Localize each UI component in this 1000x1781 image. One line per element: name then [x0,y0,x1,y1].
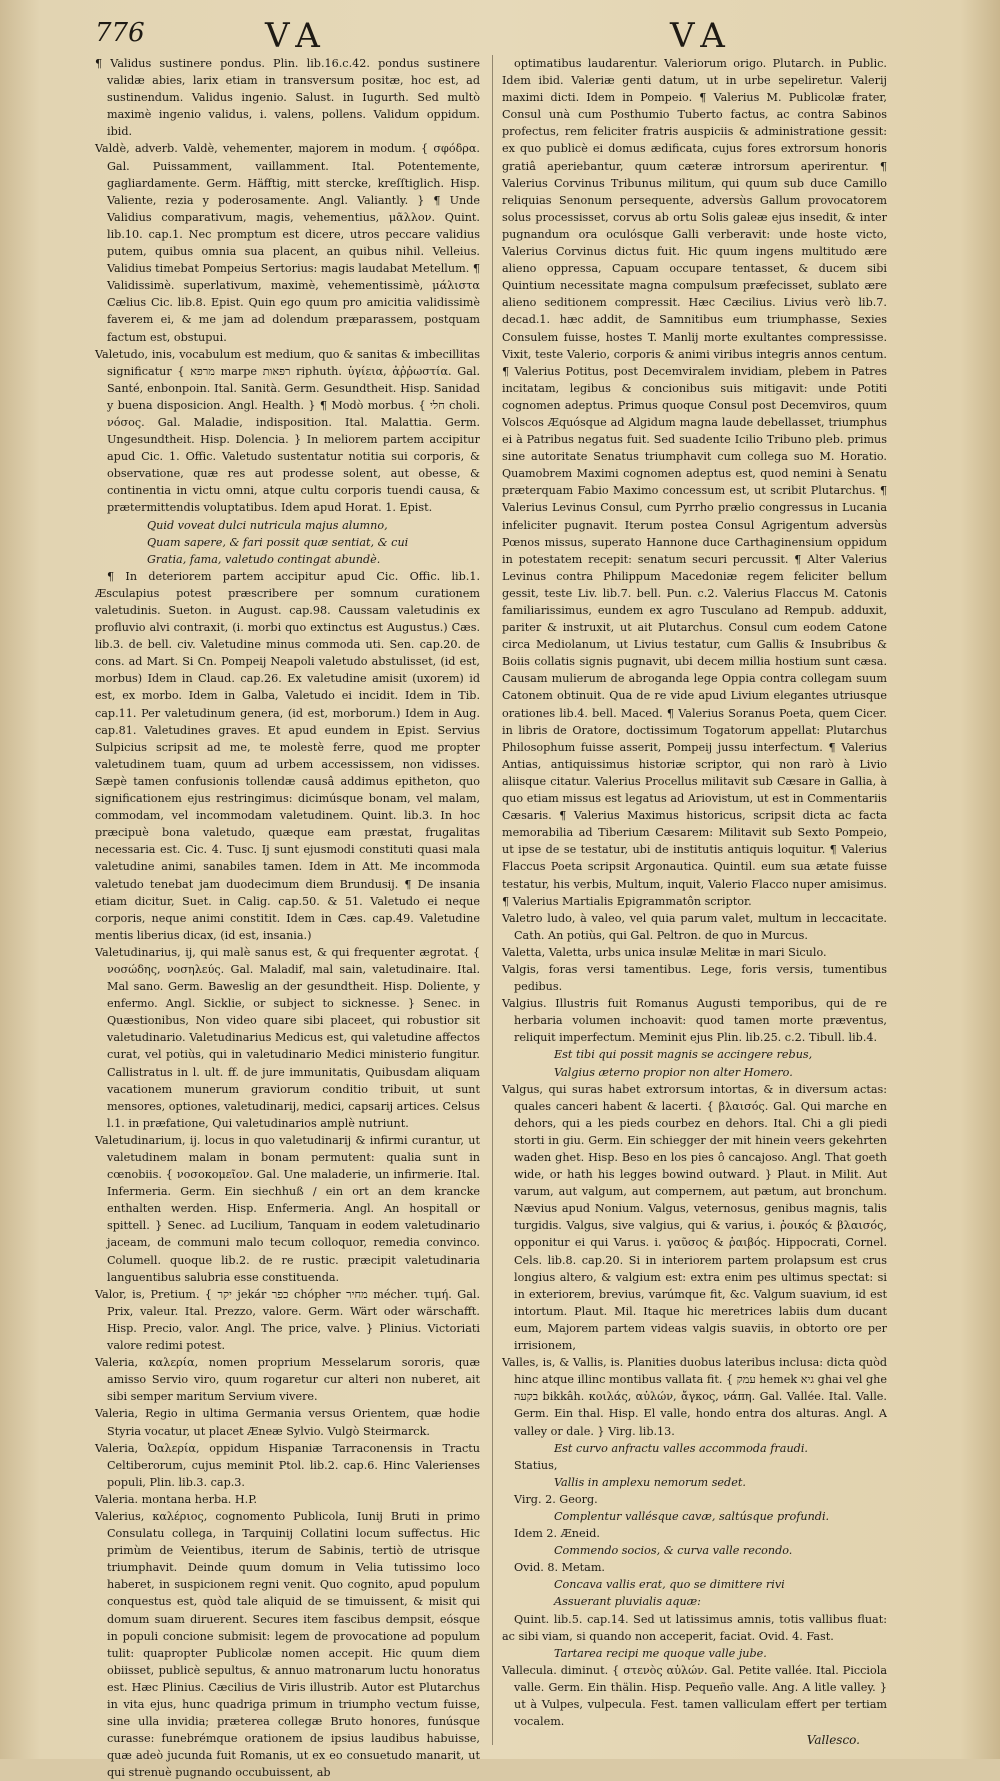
entry-valetudinarium: Valetudinarium, ij. locus in quo valetudinarij & infirmi curantur, ut valetudinem malam in bonam permutent: qualia sunt in cœnobiis. { νοσοκομεῖον. Gal. Une maladerie, un infirmerie. Ital. Infermeria. Germ. Ein siechhuß / ein ort an dem krancke enthalten werden. Hisp. Enfermeria. Angl. An hospitall or spittell. } Senec. ad Lucilium, Tanquam in eodem valetudinario jaceam, de communi malo tecum colloquor, remedia convinco. Columell. quoque lib.2. de re rustic. præcipit valetudinaria languentibus salubria esse constituenda. [95,1133,480,1284]
entry-valeria-3: Valeria, Ὀαλερία, oppidum Hispaniæ Tarraconensis in Tractu Celtiberorum, cujus meminit Ptol. lib.2. cap.6. Hinc Valerienses populi, Plin. lib.3. cap.3. [95,1441,480,1489]
entry-valles: Valles, is, & Vallis, is. Planities duobus lateribus inclusa: dicta quòd hinc atque illinc montibus vallata fit. { עמק hemek גיא ghai vel ghe בקעה bikkâh. κοιλάς, αὐλών, ἄγκος, νάπη. Gal. Vallée. Ital. Valle. Germ. Ein thal. Hisp. El valle, hondo entra dos alturas. Angl. A valley or dale. } Virg. lib.13. [502,1356,887,1438]
left-column [95,55,481,1780]
entry-valetudo-deterior: ¶ In deteriorem partem accipitur apud Cic. Offic. lib.1. Æsculapius potest præscribere per somnum curationem valetudinis. Sueton. in August. cap.98. Caussam valetudinis ex profluvio alvi contraxit, (i. morbi quo extinctus est Augustus.) Cæs. lib.3. de bell. civ. Valetudine minus commoda uti. Sen. cap.20. de cons. ad Mart. Si Cn. Pompeij Neapoli valetudo abstulisset, (id est, morbus) Idem in Claud. cap.26. Ex valetudine amisit (uxorem) id est, ex morbo. Idem in Galba, Valetudo ei incidit. Idem in Tib. cap.11. Per valetudinum genera, (id est, morborum.) Idem in Aug. cap.81. Valetudines graves. Et apud eundem in Epist. Servius Sulpicius scripsit ad me, te molestè ferre, quod me propter valetudinem tuam, quum ad urbem accessissem, non vidisses. Sæpè tamen confusionis tollendæ causâ addimus epitheton, quo significationem ejus restringimus: dicimúsque bonam, vel malam, commodam, vel incommodam valetudinem. Quint. lib.3. In hoc præcipuè bona valetudo, quæque eam præstat, frugalitas necessaria est. Cic. 4. Tusc. Ij sunt ejusmodi constituti quasi mala valetudine animi, sanabiles tamen. Idem in Att. Me incommoda valetudo tenebat jam duodecimum diem Brundusij. ¶ De insania etiam dicitur, Suet. in Calig. cap.50. & 51. Valetudo ei neque corporis, neque animi constitit. Idem in Cæs. cap.49. Valetudine mentis liberius dicax, (id est, insania.) [95,569,480,942]
entry-valeria-4: Valeria. montana herba. H.P. [95,1492,258,1506]
column-divider [492,55,493,1745]
entry-valerius: Valerius, καλέριος, cognomento Publicola, Iunij Bruti in primo Consulatu collega, in Tarquinij Collatini locum suffectus. Hic primùm de Veientibus, iterum de Sabinis, tertiò de utrisque triumphavit. Deinde quum domum in Velia tutissimo loco haberet, in suspicionem regni venit. Quo cognito, apud populum conquestus est, quòd tale aliquid de se timuissent, & misit qui domum suam diruerent. Secures item fascibus dempsit, eósque in populi concione submisit: legem de provocatione ad populum tulit: quapropter Publicolæ nomen accepit. Hic quum diem obiisset, publicè sepultus, & annuo matronarum luctu honoratus est. Hæc Plinius. Cæcilius de Viris illustrib. Autor est Plutarchus in vita ejus, hunc quadriga primum in triumpho vectum fuisse, sine ulla invidia; præterea collegæ Bruto honores, funúsque curasse: funebrémque orationem de ipsius laudibus habuisse, quæ adeò jucunda fuit Romanis, ut ex eo consuetudo manarit, ut qui strenuè pugnando occubuissent, ab [95,1509,480,1780]
citation-line: Idem 2. Æneid. [514,1527,600,1541]
running-head-left: VA [265,16,328,56]
catchword: Vallesco. [806,1733,860,1747]
quote-line: Quid voveat dulci nutricula majus alumno, [147,518,388,532]
quote-line: Commendo socios, & curva valle recondo. [554,1544,793,1558]
quote-line: Vallis in amplexu nemorum sedet. [554,1475,746,1489]
citation-line: Quint. lib.5. cap.14. Sed ut latissimus amnis, totis vallibus fluat: ac sibi viam, si quando non acceperit, faciat. Ovid. 4. Fast. [502,1612,887,1643]
quote-line: Concava vallis erat, quo se dimittere rivi [554,1578,785,1592]
entry-valeria-2: Valeria, Regio in ultima Germania versus Orientem, quæ hodie Styria vocatur, ut placet Æneæ Sylvio. Vulgò Steirmarck. [95,1407,480,1438]
citation-line: Virg. 2. Georg. [514,1492,598,1506]
entry-valor: Valor, is, Pretium. { יקר jekár כפר chópher מחיר mécher. τιμή. Gal. Prix, valeur. Ital. Prezzo, valore. Germ. Wärt oder wärschafft. Hisp. Precio, valor. Angl. The price, valve. } Plinius. Victoriati valore redimi potest. [95,1287,481,1353]
entry-vallecula: Vallecula. diminut. { στενὸς αὐλών. Gal. Petite vallée. Ital. Picciola valle. Germ. Ein thälin. Hisp. Pequeño valle. Ang. A litle valley. } ut à Vulpes, vulpecula. Fest. tamen valliculam effert per tertiam vocalem. [502,1663,887,1729]
entry-valde: Valdè, adverb. Valdè, vehementer, majorem in modum. { σφόδρα. Gal. Puissamment, vaillamment. Ital. Potentemente, gagliardamente. Germ. Häfftig, mitt stercke, kreſſtiglich. Hisp. Valiente, rezia y poderosamente. Angl. Valiantly. } ¶ Unde Validius comparativum, magis, vehementius, μᾶλλον. Quint. lib.10. cap.1. Nec promptum est dicere, utros peccare validius putem, quibus omnia sua placent, an quibus nihil. Velleius. Validius timebat Pompeius Sertorius: magis laudabat Metellum. ¶ Validissimè. superlativum, maximè, vehementissimè, μάλιστα Cælius Cic. lib.8. Epist. Quin ego quum pro amicitia validissimè faverem ei, & me jam ad dolendum præparassem, postquam factum est, obstupui. [95,142,480,344]
page-header [95,16,870,56]
citation-line: Statius, [514,1458,558,1472]
entry-valetta: Valetta, Valetta, urbs unica insulæ Melitæ in mari Siculo. [502,945,827,959]
page-number: 776 [95,18,145,48]
entry-valgius: Valgius. Illustris fuit Romanus Augusti temporibus, qui de re herbaria volumen inchoavit: quod tamen morte præventus, reliquit imperfectum. Meminit ejus Plin. lib.25. c.2. Tibull. lib.4. [502,997,887,1045]
entry-valetro: Valetro ludo, à valeo, vel quia parum valet, multum in leccacitate. Cath. An potiùs, qui Gal. Peltron. de quo in Murcus. [502,911,887,942]
quote-line: Tartarea recipi me quoque valle jube. [554,1646,767,1660]
quote-line: Est tibi qui possit magnis se accingere rebus, [554,1048,813,1062]
quote-line: Quam sapere, & fari possit quæ sentiat, & cui [147,535,409,549]
running-head-right: VA [670,16,733,56]
quote-line: Assuerant pluvialis aquæ: [554,1595,701,1609]
entry-valetudo: Valetudo, inis, vocabulum est medium, quo & sanitas & imbecillitas significatur { מרפא marpe רפאות riphuth. ὑγίεια, ἀῤῥωστία. Gal. Santé, enbonpoin. Ital. Sanità. Germ. Gesundtheit. Hisp. Sanidad y buena disposicion. Angl. Health. } ¶ Modò morbus. { חלי choli. νόσος. Gal. Maladie, indisposition. Ital. Malattia. Germ. Ungesundtheit. Hisp. Dolencia. } In meliorem partem accipitur apud Cic. 1. Offic. Valetudo sustentatur notitia sui corporis, & observatione, quæ res aut prodesse solent, aut obesse, & continentia in victu omni, atque cultu corporis tuendi causa, & prætermittendis voluptatibus. Idem apud Horat. 1. Epist. [95,347,480,515]
entry-valerius-cont: optimatibus laudarentur. Valeriorum origo. Plutarch. in Public. Idem ibid. Valeriæ genti datum, ut in urbe sepeliretur. Valerij maximi dicti. Idem in Pompeio. ¶ Valerius M. Publicolæ frater, Consul unà cum Posthumio Tuberto factus, ac contra Sabinos profectus, rem feliciter fratris auspiciis & administratione gessit: ex quo publicè ei domus ædificata, cujus fores extrorsum honoris gratiâ aperiebantur, quum cæteræ introrsum aperirentur. ¶ Valerius Corvinus Tribunus militum, qui quum sub duce Camillo reliquias Senonum persequente, adversùs Gallum provocatorem solus processisset, corvus ab ortu Solis galeæ ejus insedit, & inter pugnandum ora oculósque Galli verberavit: unde hoste victo, Valerius Corvinus dictus fuit. Hic quum ingens multitudo ære alieno oppressa, Capuam occupare tentasset, & ducem sibi Quintium necessitate magna compulsum præfecisset, sublato ære alieno seditionem compressit. Hæc Cæcilius. Livius verò lib.7. decad.1. hæc addit, de Samnitibus eum triumphasse, Sexies Consulem fuisse, hostes T. Manlij morte exultantes compressisse. Vixit, teste Valerio, corporis & animi viribus integris annos centum. ¶ Valerius Potitus, post Decemviralem invidiam, plebem in Patres incitatam, legibus & concionibus suis mitigavit: unde Potiti cognomen adeptus. Primus quoque Consul post Decemviros, quum Volscos Æquósque ad Algidum magna laude debellasset, triumphus ei à Patribus negatus fuit. Sed suadente Icilio Tribuno pleb. primus sine autoritate Senatus triumphavit cum collega suo M. Horatio. Quamobrem Maximi cognomen adeptus est, quod nemini à Senatu præterquam Fabio Maximo concessum est, ut scribit Plutarchus. ¶ Valerius Levinus Consul, cum Pyrrho prælio congressus in Lucania infeliciter pugnavit. Iterum postea Consul Agrigentum adversùs Pœnos missus, superato Hannone duce Carthaginensium oppidum in potestatem recepit: senatum securi percussit. ¶ Alter Valerius Levinus contra Philippum Macedoniæ regem feliciter bellum gessit, teste Liv. lib.7. bell. Pun. c.2. Valerius Flaccus M. Catonis familiarissimus, eundem ex agro Tusculano ad Rempub. adduxit, pariter & instruxit, ut ait Plutarchus. Consul cum eodem Catone circa Mediolanum, ut Livius testatur, cum Gallis & Insubribus & Boiis collatis signis pugnavit, ubi decem millia hostium sunt cæsa. Causam mulierum de abroganda lege Oppia contra collegam suum Catonem obtinuit. Qua de re vide apud Livium elegantes utriusque orationes lib.4. bell. Maced. ¶ Valerius Soranus Poeta, quem Cicer. in libris de Oratore, doctissimum Togatorum appellat: Plutarchus Philosophum fuisse asserit, Pompeij jussu interfectum. ¶ Valerius Antias, antiquissimus historiæ scriptor, qui non rarò à Livio aliisque citatur. Valerius Procellus militavit sub Cæsare in Gallia, à quo etiam missus est legatus ad Ariovistum, ut est in Commentariis Cæsaris. ¶ Valerius Maximus historicus, scripsit dicta ac facta memorabilia ad Tiberium Cæsarem: Militavit sub Sexto Pompeio, ut ipse de se testatur, ubi de institutis antiquis loquitur. ¶ Valerius Flaccus Poeta scripsit Argonautica. Quintil. eum sua ætate fuisse testatur, his verbis, Multum, inquit, Valerio Flacco nuper amisimus. ¶ Valerius Martialis Epigrammatôn scriptor. [502,57,887,908]
quote-line: Gratia, fama, valetudo contingat abundè. [147,552,381,566]
quote-line: Complentur vallésque cavæ, saltúsque profundi. [554,1509,830,1523]
entry-valetudinarius: Valetudinarius, ij, qui malè sanus est, & qui frequenter ægrotat. { νοσώδης, νοσηλεύς. Gal. Maladif, mal sain, valetudinaire. Ital. Mal sano. Germ. Baweslig an der gesundtheit. Hisp. Doliente, y enfermo. Angl. Sicklie, or subject to sicknesse. } Senec. in Quæstionibus, Non video quare sibi placeet, qui robustior sit valetudinario. Valetudinarius Medicus est, qui valetudine affectos curat, vel potiùs, qui in valetudinario Medici ministerio fungitur. Callistratus in l. ult. ff. de jure immunitatis, Quibusdam aliquam vacationem munerum graviorum conditio tribuit, ut sunt mensores, optiones, valetudinarij, medici, capsarij artices. Celsus l.1. in præfatione, Qui valetudinarios amplè nutriunt. [95,945,480,1130]
entry-valeria-1: Valeria, καλερία, nomen proprium Messelarum sororis, quæ amisso Servio viro, quum rogaretur cur alteri non nuberet, ait sibi semper maritum Servium vivere. [95,1356,480,1404]
citation-line: Ovid. 8. Metam. [514,1561,605,1575]
entry-valgis: Valgis, foras versi tamentibus. Lege, foris versis, tumentibus pedibus. [502,962,887,994]
right-column [502,55,887,1745]
quote-line: Valgius æterno propior non alter Homero. [554,1065,793,1079]
entry-valgus: Valgus, qui suras habet extrorsum intortas, & in diversum actas: quales canceri habent & lacerti. { βλαισός. Gal. Qui marche en dehors, qui a les pieds courbez en dehors. Ital. Chi a gli piedi storti in giu. Germ. Ein schiegger der mit hinein veers gekehrten waden ghet. Hisp. Beso en los pies ô cancajoso. Angl. That goeth wide, or hath his legges bowind outward. } Plaut. in Milit. Aut varum, aut valgum, aut compernem, aut pætum, aut bronchum. Nævius apud Nonium. Valgus, veternosus, genibus magnis, talis turgidis. Valgus, sive valgius, qui & varius, i. ῥοικός & βλαισός, opponitur ei qui Varus. i. γαῦσος & ῥαιβός. Hippocrati, Cornel. Cels. lib.8. cap.20. Si in interiorem partem prolapsum est crus longius altero, & valgium est: extra enim pes ultimus spectat: si in exteriorem, brevius, varúmque fit, &c. Valgum suavium, id est intortum. Plaut. Mil. Itaque hic meretrices labiis dum ducant eum, Majorem partem videas valgis suaviis, in obtorto ore per irrisionem, [502,1082,887,1353]
quote-line: Est curvo anfractu valles accommoda fraudi. [554,1441,808,1455]
entry-validus: ¶ Validus sustinere pondus. Plin. lib.16.c.42. pondus sustinere validæ abies, larix etiam in transversum positæ, hoc est, ad sustinendum. Validus ingenio. Salust. in Iugurth. Sed multò maximè ingenio validus, i. valens, pollens. Validum oppidum. ibid. [95,57,480,139]
